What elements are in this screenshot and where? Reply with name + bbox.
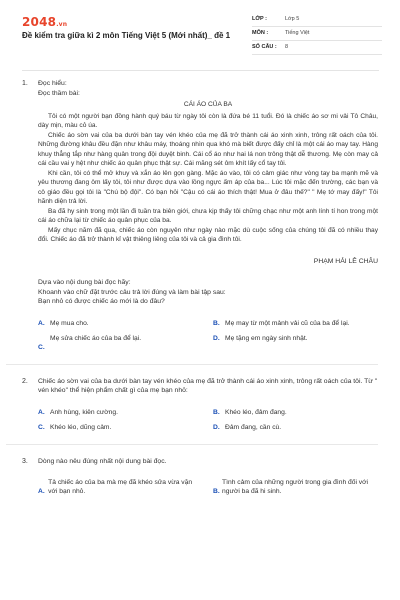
option-text: Khéo léo, dũng cảm. — [50, 423, 112, 431]
prompt-line: Bạn nhỏ có được chiếc áo mới là do đâu? — [38, 298, 165, 306]
option-a[interactable] — [38, 319, 203, 328]
exam-content — [22, 79, 378, 496]
option-letter: A. — [38, 319, 45, 327]
option-text: Anh hùng, kiên cường. — [50, 408, 118, 416]
prompt-line: Khoanh vào chữ đặt trước câu trả lời đúng và làm bài tập sau: — [38, 288, 226, 296]
prompt-line: Chiếc áo sờn vai của ba dưới bàn tay vén khéo của mẹ đã trở thành cái áo xinh xinh, trông rất oách của tôi. Từ " vén khéo" thể hiện phẩm chất gì của mẹ bạn nhỏ: — [38, 377, 378, 395]
question-body — [38, 377, 378, 432]
story-paragraph: Ba đã hy sinh trong một lần đi tuần tra biên giới, chưa kịp thấy tôi chững chạc như một anh lính tí hon trong một cái áo chữa lại từ chiếc áo quân phục của ba. — [38, 207, 378, 225]
option-text: Mẹ may từ một mảnh vải cũ của ba để lại. — [225, 319, 350, 327]
option-letter: B. — [213, 319, 220, 327]
meta-label: LỚP : — [252, 15, 267, 22]
option-d[interactable] — [213, 423, 378, 432]
exam-title: Đề kiểm tra giữa kì 2 môn Tiếng Việt 5 (Mới nhất)_ đề 1 — [22, 31, 231, 40]
meta-subject-row — [252, 27, 382, 41]
logo-text: 2048 — [22, 15, 57, 29]
logo-suffix: .vn — [56, 21, 68, 28]
question-1 — [22, 79, 378, 352]
answer-options — [38, 319, 378, 352]
page-header — [0, 0, 400, 68]
option-d[interactable] — [213, 334, 378, 352]
question-number: 1. — [22, 80, 28, 87]
option-text: Tả chiếc áo của ba mà mẹ đã khéo sửa vừa vặn với bạn nhỏ. — [48, 479, 193, 496]
option-letter: A. — [38, 408, 45, 416]
question-body — [38, 457, 378, 497]
option-a[interactable] — [38, 478, 203, 496]
option-text: Mẹ mua cho. — [50, 319, 89, 327]
option-letter: B. — [213, 408, 220, 416]
meta-value: Tiếng Việt — [285, 29, 310, 36]
question-3 — [22, 457, 378, 497]
question-number: 2. — [22, 377, 28, 385]
meta-class-row — [252, 13, 382, 27]
header-divider — [22, 70, 379, 71]
option-letter: A. — [38, 488, 45, 496]
story-paragraph: Khi cần, tôi có thể mở khuy và xắn áo lên gọn gàng. Mặc áo vào, tôi có cảm giác như vòng tay ba mạnh mẽ và yêu thương đang ôm lấy tôi, tôi như được dựa vào lồng ngực ấm áp của ba... Lúc tôi mặc đến trường, các bạn và cô giáo đều gọi tôi là "Chú bộ đội". Có bạn hỏi "Cậu có cái áo thích thật! Mua ở đâu thế?" " Mẹ tớ may đấy!" Tôi hãnh diện trả lời. — [38, 169, 378, 206]
option-c[interactable] — [38, 423, 203, 432]
option-text: Đảm đang, cần cù. — [225, 423, 282, 431]
option-b[interactable] — [213, 408, 378, 417]
intro-line: Đọc hiểu: — [38, 80, 67, 87]
question-separator — [6, 364, 378, 365]
meta-value: 8 — [285, 43, 289, 50]
option-letter: C. — [38, 423, 45, 431]
question-2 — [22, 377, 378, 432]
meta-count-row — [252, 41, 382, 55]
question-number: 3. — [22, 457, 28, 465]
option-text: Tình cảm của những người trong gia đình đối với người ba đã hi sinh. — [222, 479, 369, 496]
option-letter: C. — [38, 343, 45, 351]
meta-value: Lớp 5 — [285, 15, 300, 22]
option-letter: D. — [213, 334, 220, 342]
question-body — [38, 79, 378, 352]
option-text: Mẹ tặng em ngày sinh nhật. — [225, 334, 308, 342]
option-a[interactable] — [38, 408, 203, 417]
option-b[interactable] — [213, 319, 378, 328]
option-letter: D. — [213, 423, 220, 431]
option-c[interactable] — [38, 334, 203, 352]
meta-label: MÔN : — [252, 29, 269, 36]
story-paragraph: Mấy chục năm đã qua, chiếc áo còn nguyên như ngày nào mặc dù cuộc sống của chúng tôi đã có nhiều thay đổi. Chiếc áo đã trở thành kỉ vật thiêng liêng của tôi và cả gia đình tôi. — [38, 226, 378, 244]
question-separator — [6, 444, 378, 445]
story-author: PHẠM HẢI LÊ CHÂU — [313, 257, 378, 265]
exam-meta — [252, 13, 382, 55]
answer-options — [38, 478, 378, 496]
site-logo[interactable] — [22, 14, 67, 30]
prompt-line: Dòng nào nêu đúng nhất nội dung bài đọc. — [38, 457, 167, 465]
option-text: Khéo léo, đảm đang. — [225, 408, 287, 416]
intro-line: Đọc thầm bài: — [38, 89, 80, 97]
meta-label: SỐ CÂU : — [252, 43, 277, 50]
story-paragraph: Tôi có một người bạn đồng hành quý báu từ ngày tôi còn là đứa bé 11 tuổi. Đó là chiếc áo sơ mi vải Tô Châu, dày mịn, màu cỏ úa. — [38, 112, 378, 130]
story-title: CÁI ÁO CỦA BA — [183, 101, 233, 108]
option-letter: B. — [213, 488, 220, 496]
prompt-line: Dựa vào nội dung bài đọc hãy: — [38, 279, 131, 287]
story-paragraph: Chiếc áo sờn vai của ba dưới bàn tay vén khéo của mẹ đã trở thành cái áo xinh xinh, trông rất oách của tôi. Những đường khâu đều đặn như khâu máy, thoáng nhìn qua khó mà biết được đấy chỉ là một cái áo may tay. Hàng khuy thẳng tắp như hàng quân trong đội duyệt binh. Cái cổ áo như hai lá non trông thật dễ thương. Mẹ còn may cả cái cầu vai y hệt như chiếc áo quân phục thật sự. Cái măng sét ôm khít lấy cổ tay tôi. — [38, 131, 378, 168]
option-text: Mẹ sửa chiếc áo của ba để lại. — [50, 334, 142, 342]
answer-options — [38, 408, 378, 432]
option-b[interactable] — [213, 478, 378, 496]
